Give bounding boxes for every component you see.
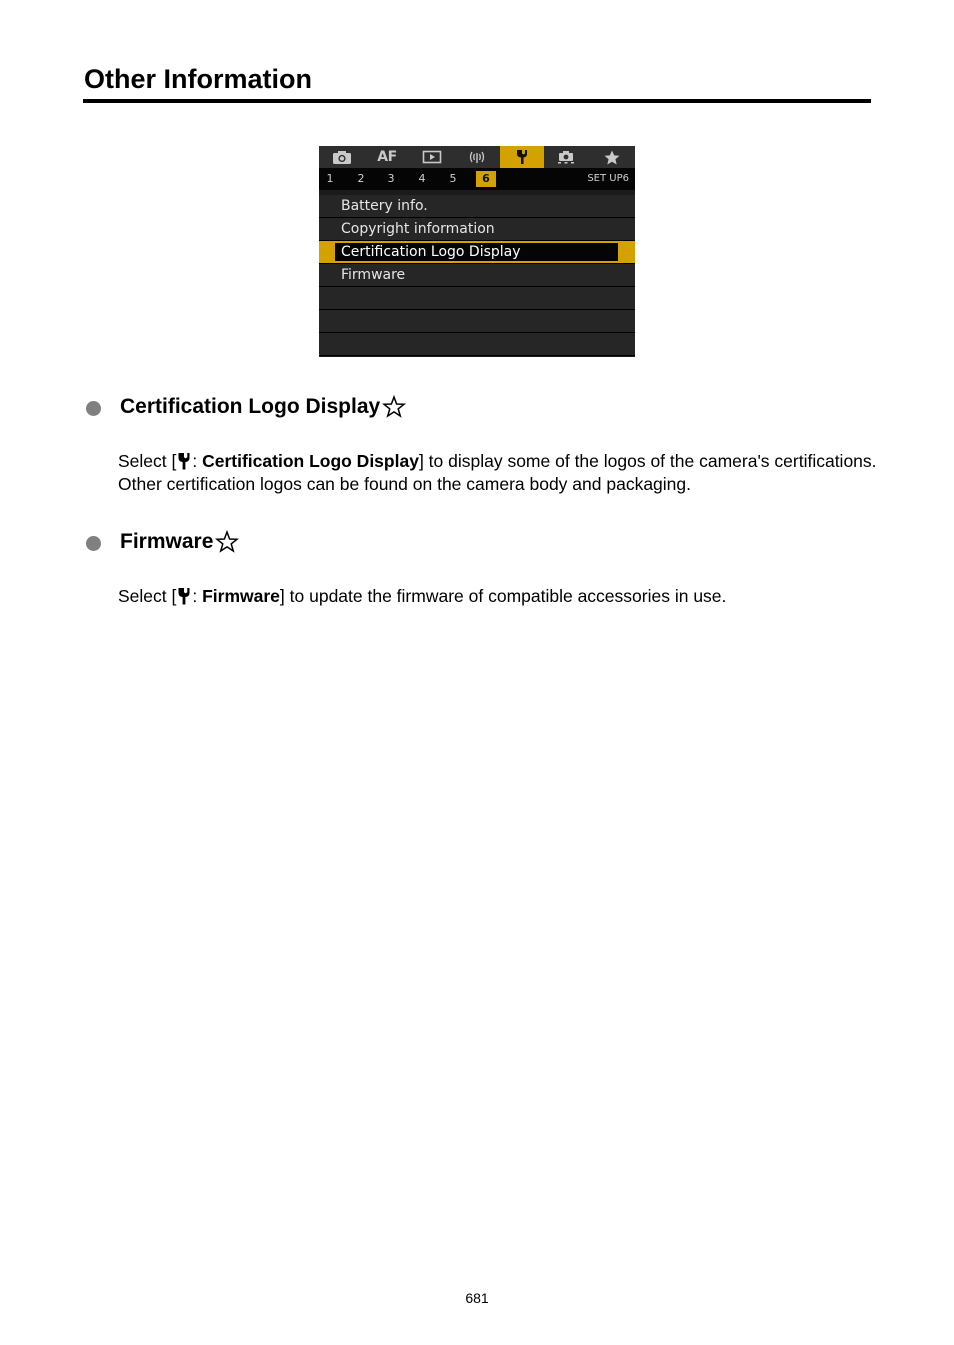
tab-setup — [500, 146, 544, 168]
wrench-icon — [177, 587, 191, 605]
camera-menu-tab-bar — [319, 146, 635, 168]
text-suffix: ] to update the firmware of compatible accessories in use. — [279, 586, 727, 606]
text-menu-name: Certification Logo Display — [202, 451, 419, 471]
bullet-icon — [86, 536, 101, 551]
star-icon — [604, 150, 620, 165]
sub-tab-3: 3 — [387, 172, 395, 185]
text-suffix: ] to display some of the logos of the camera's certifications. Other certification logos can be found on the camera body and packaging. — [118, 451, 877, 494]
section-heading-text: Certification Logo Display — [120, 395, 381, 418]
text-menu-name: Firmware — [202, 586, 280, 606]
tab-shooting — [325, 146, 359, 168]
star-outline-icon — [215, 530, 239, 554]
section-body-firmware — [118, 585, 878, 608]
text-separator: : — [192, 451, 203, 471]
tab-my-menu — [595, 146, 629, 168]
menu-item-label: Battery info. — [341, 198, 428, 214]
custom-functions-icon — [556, 150, 576, 164]
title-rule — [83, 99, 871, 103]
page-title: Other Information — [84, 64, 312, 94]
page-number: 681 — [465, 1290, 489, 1306]
menu-item-empty — [319, 333, 635, 356]
menu-item-selected — [319, 241, 635, 264]
bullet-icon — [86, 401, 101, 416]
tab-af — [370, 146, 404, 168]
menu-item — [319, 264, 635, 287]
tab-af-label: AF — [377, 149, 397, 165]
menu-item — [319, 195, 635, 218]
menu-item-label: Certification Logo Display — [341, 244, 521, 260]
menu-item-empty — [319, 287, 635, 310]
menu-item-label: Copyright information — [341, 221, 495, 237]
menu-item-empty — [319, 310, 635, 333]
tab-custom-functions — [549, 146, 583, 168]
camera-icon — [332, 150, 352, 164]
wrench-icon — [177, 452, 191, 470]
wrench-icon — [515, 149, 529, 165]
menu-item-label: Firmware — [341, 267, 406, 283]
section-body-certification — [118, 450, 878, 496]
section-heading-firmware — [120, 529, 239, 555]
wireless-icon — [467, 150, 487, 164]
camera-menu-page-bar — [319, 168, 635, 190]
sub-tab-6: 6 — [476, 171, 496, 187]
sub-tab-5: 5 — [449, 172, 457, 185]
tab-wireless — [460, 146, 494, 168]
menu-page-indicator: SET UP6 — [587, 173, 629, 184]
text-prefix: Select [ — [118, 451, 177, 471]
text-prefix: Select [ — [118, 586, 177, 606]
playback-icon — [422, 150, 442, 164]
camera-menu-screenshot — [319, 146, 635, 357]
sub-tab-1: 1 — [326, 172, 334, 185]
section-heading-certification — [120, 394, 406, 420]
sub-tab-2: 2 — [357, 172, 365, 185]
sub-tab-4: 4 — [418, 172, 426, 185]
tab-playback — [415, 146, 449, 168]
text-separator: : — [192, 586, 203, 606]
section-heading-text: Firmware — [120, 530, 214, 553]
menu-item — [319, 218, 635, 241]
star-outline-icon — [382, 395, 406, 419]
